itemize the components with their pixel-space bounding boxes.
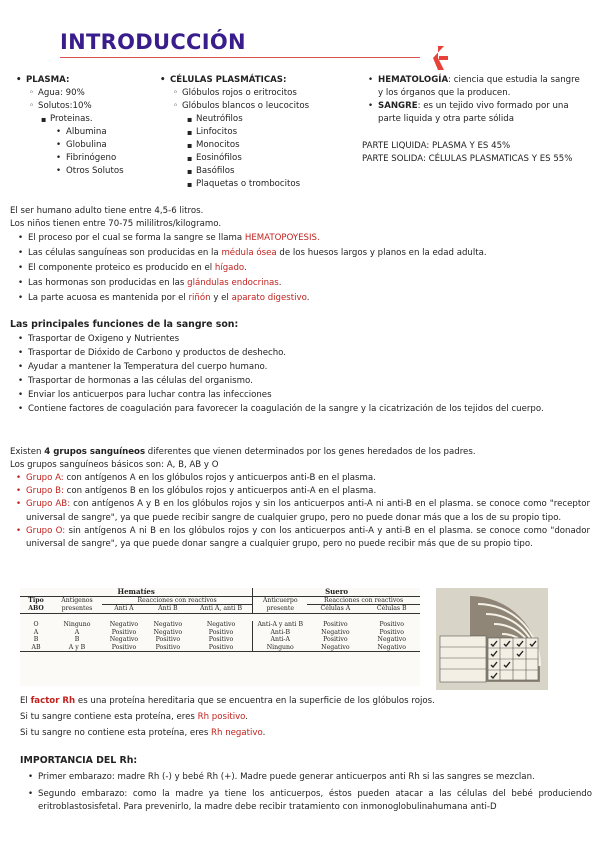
grupos-intro <box>10 446 590 459</box>
importancia-heading: IMPORTANCIA DEL Rh: <box>20 755 138 766</box>
fact-bullet <box>28 246 590 261</box>
grupo-label: Grupo O: <box>26 525 66 536</box>
table-cell: Positivo <box>323 636 348 643</box>
blood-type-table <box>20 588 420 686</box>
rh-highlight: Rh negativo <box>211 728 263 738</box>
table-cell: Negativo <box>206 621 236 628</box>
grupos-section <box>10 446 590 551</box>
rh-text: . <box>262 728 266 738</box>
hematies-header: Hematíes <box>20 588 253 596</box>
fact-highlight: HEMATOPOYESIS. <box>244 233 320 243</box>
fact-bullet <box>28 231 590 246</box>
celulas-item: ▪ Plaquetas o trombocitos <box>196 178 360 191</box>
rh-text: Si tu sangre no contiene esta proteína, eres <box>20 728 212 738</box>
table-cell: Positivo <box>208 628 234 636</box>
grupos-basicos: Los grupos sanguíneos básicos son: A, B, AB y O <box>10 460 219 470</box>
rh-section <box>20 693 590 741</box>
plasma-solutos: ◦ Solutos:10% <box>38 100 156 113</box>
fact-text: y el <box>210 293 232 303</box>
table-cell: AB <box>20 644 52 652</box>
plasma-item: • Otros Solutos <box>66 165 156 178</box>
table-cell: Positivo <box>323 621 348 628</box>
fact-text: . <box>278 278 282 288</box>
grupo-item <box>26 498 590 524</box>
title-underline <box>60 57 420 58</box>
celulas-item: ▪ Basófilos <box>196 165 360 178</box>
col-tipo: Tipo ABO <box>20 596 52 613</box>
col-anti-b: Anti B <box>146 605 190 614</box>
rh-text: . <box>245 712 249 722</box>
grupo-text: con antígenos A y B en los glóbulos rojos y sin los anticuerpos anti-A ni anti-B en el plasma. se conoce como "receptor universal de sangre", ya que puede recibir sangre de cualquier grupo, pero no puede donar más que a los de su propio tipo. <box>26 499 590 523</box>
fact-bullet <box>28 291 590 306</box>
fact-highlight: glándulas endocrinas <box>187 278 279 288</box>
fact-text: . <box>306 293 310 303</box>
hematologia-text: : ciencia que estudia la sangre y los órganos que la producen. <box>378 75 580 98</box>
col-anti-ab: Anti A, anti B <box>190 605 253 614</box>
col-celulas-a: Células A <box>307 605 363 614</box>
rh-text: Si tu sangre contiene esta proteína, eres <box>20 712 198 722</box>
table-cell: Anti-A y anti B <box>253 621 308 629</box>
funcion-item: • Trasportar de Oxigeno y Nutrientes <box>28 332 590 346</box>
celulas-item: ▪ Eosinófilos <box>196 152 360 165</box>
grupos-bold: 4 grupos sanguíneos <box>44 447 146 457</box>
table-cell: Negativo <box>153 628 183 636</box>
table-cell: A <box>74 628 80 636</box>
fact-highlight: riñón <box>188 293 211 303</box>
table-cell: Negativo <box>321 628 350 636</box>
page-title: INTRODUCCIÓN <box>60 30 246 54</box>
plasma-heading: • PLASMA: <box>26 74 156 87</box>
plasma-proteinas: ▪ Proteinas. <box>50 113 156 126</box>
fact-text: La parte acuosa es mantenida por el <box>28 293 189 303</box>
col-reacciones-suero: Reacciones con reactivos <box>307 596 420 605</box>
suero-header: Suero <box>253 588 420 596</box>
fact-text: de los huesos largos y planos en la edad adulta. <box>276 248 487 258</box>
table-row <box>20 629 420 637</box>
hematologia-def <box>378 74 584 100</box>
table-cell: Positivo <box>379 628 404 636</box>
table-cell: Anti-A <box>253 636 308 644</box>
importancia-item: • Segundo embarazo: como la madre ya tiene los anticuerpos, éstos pueden atacar a las células del bebé produciendo eritroblastosisfetal. Para prevenirlo, la madre debe recibir tratamiento con inmonoglobulinahumana anti-D <box>38 788 592 815</box>
plasma-item: • Albumina <box>66 126 156 139</box>
funciones-section <box>10 318 590 416</box>
rh-highlight: Rh positivo <box>197 712 246 722</box>
fact-highlight: aparato digestivo <box>231 293 307 303</box>
celulas-item: ▪ Neutrófilos <box>196 113 360 126</box>
celulas-item: ▪ Linfocitos <box>196 126 360 139</box>
col-anticuerpo: Anticuerpo presente <box>253 596 308 613</box>
facts-section <box>10 205 590 306</box>
sangre-def <box>378 100 584 126</box>
table-cell: Negativo <box>364 644 420 652</box>
funcion-item: • Trasportar de hormonas a las células del organismo. <box>28 374 590 388</box>
grupos-text: Existen <box>10 447 45 457</box>
col-antigenos: Antígenos presentes <box>52 596 102 613</box>
grupo-label: Grupo B: <box>26 486 64 497</box>
table-cell: Positivo <box>146 644 190 652</box>
celulas-section <box>160 74 360 191</box>
grupo-label: Grupo A: <box>26 473 64 483</box>
fact-line: El ser humano adulto tiene entre 4,5-6 litros. <box>10 206 204 216</box>
fact-highlight: médula ósea <box>221 248 277 258</box>
table-cell: Negativo <box>377 636 406 643</box>
hematologia-term: HEMATOLOGÍA <box>378 75 449 85</box>
plasma-item: • Globulina <box>66 139 156 152</box>
fact-text: El componente proteico es producido en el <box>28 263 215 273</box>
table-cell: Positivo <box>208 636 234 643</box>
col-reacciones: Reacciones con reactivos <box>102 596 253 605</box>
table-row <box>20 621 420 629</box>
celulas-item: ▪ Monocitos <box>196 139 360 152</box>
sangre-term: SANGRE <box>378 101 418 111</box>
celulas-heading: • CÉLULAS PLASMÁTICAS: <box>170 74 360 87</box>
table-cell: Negativo <box>109 636 139 643</box>
table-cell: Negativo <box>307 644 363 652</box>
table-cell: B <box>74 636 80 643</box>
table-cell: B <box>33 636 39 643</box>
parte-solida: PARTE SOLIDA: CÉLULAS PLASMATICAS Y ES 55% <box>362 154 573 164</box>
table-cell: O <box>33 621 39 628</box>
rh-positivo <box>20 709 590 725</box>
fact-bullet <box>28 276 590 291</box>
rh-definition <box>20 693 590 709</box>
fact-highlight: hígado <box>214 263 245 273</box>
hemato-section <box>362 74 584 166</box>
importancia-section <box>20 754 592 815</box>
grupos-text: diferentes que vienen determinados por los genes heredados de los padres. <box>145 447 476 457</box>
table-cell: Positivo <box>155 636 181 643</box>
plasma-agua: ◦ Agua: 90% <box>38 87 156 100</box>
fact-text: El proceso por el cual se forma la sangre se llama <box>28 233 245 243</box>
rh-text: es una proteína hereditaria que se encuentra en la superficie de los glóbulos rojos. <box>75 696 435 706</box>
table-cell: Ninguno <box>253 644 308 652</box>
funciones-heading: Las principales funciones de la sangre son: <box>10 319 239 330</box>
funcion-item: • Trasportar de Dióxido de Carbono y productos de deshecho. <box>28 346 590 360</box>
celulas-rojos: ◦ Glóbulos rojos o eritrocitos <box>182 87 360 100</box>
table-cell: Negativo <box>153 621 183 628</box>
rh-text: El <box>20 696 31 706</box>
fact-text: . <box>244 263 247 273</box>
funcion-item: • Enviar los anticuerpos para luchar contra las infecciones <box>28 388 590 402</box>
brand-logo-icon <box>424 46 450 70</box>
fact-text: Las hormonas son producidas en las <box>28 278 188 288</box>
table-cell: Ninguno <box>63 621 91 628</box>
fact-bullet <box>28 261 590 276</box>
plasma-section <box>16 74 156 178</box>
compatibility-chart-illustration <box>436 588 548 690</box>
fact-text: Las células sanguíneas son producidas en la <box>28 248 222 258</box>
grupo-text: con antígenos A en los glóbulos rojos y anticuerpos anti-B en el plasma. <box>63 473 376 483</box>
table-cell: Positivo <box>102 644 146 652</box>
rh-negativo <box>20 725 590 741</box>
grupo-item <box>26 485 590 498</box>
table-row <box>20 636 420 644</box>
funcion-item: • Contiene factores de coagulación para favorecer la coagulación de la sangre y la cicatrización de los tejidos del cuerpo. <box>28 402 590 416</box>
rh-term: factor Rh <box>30 696 76 706</box>
table-cell: A y B <box>52 644 102 652</box>
grupo-label: Grupo AB: <box>26 499 71 510</box>
table-cell: Positivo <box>379 621 404 628</box>
plasma-item: • Fibrinógeno <box>66 152 156 165</box>
table-row <box>20 644 420 652</box>
col-anti-a: Anti A <box>102 605 146 614</box>
table-cell: Anti-B <box>253 629 308 637</box>
grupo-item <box>26 525 590 551</box>
parte-liquida: PARTE LIQUIDA: PLASMA Y ES 45% <box>362 141 511 151</box>
grupo-text: sin antígenos A ni B en los glóbulos rojos y con los anticuerpos anti-A y anti-B en el plasma. se conoce como "donador universal de sangre", ya que puede donar sangre a cualquier grupo, pero no puede recibir más que de su propio tipo. <box>26 525 590 550</box>
table-cell: Negativo <box>109 621 139 628</box>
funcion-item: • Ayudar a mantener la Temperatura del cuerpo humano. <box>28 360 590 374</box>
fact-line: Los niños tienen entre 70-75 mililitros/kilogramo. <box>10 219 222 229</box>
sangre-text: : es un tejido vivo formado por una parte liquida y otra parte sólida <box>378 101 569 124</box>
importancia-item: • Primer embarazo: madre Rh (-) y bebé Rh (+). Madre puede generar anticuerpos anti Rh si las sangres se mezclan. <box>38 771 592 785</box>
table-cell: A <box>33 628 39 636</box>
table-cell: Positivo <box>111 628 137 636</box>
grupo-text: con antígenos B en los glóbulos rojos y anticuerpos anti-A en el plasma. <box>63 486 377 497</box>
celulas-blancos: ◦ Glóbulos blancos o leucocitos <box>182 100 360 113</box>
grupo-item <box>26 472 590 485</box>
table-cell: Positivo <box>190 644 253 652</box>
col-celulas-b: Células B <box>364 605 420 614</box>
